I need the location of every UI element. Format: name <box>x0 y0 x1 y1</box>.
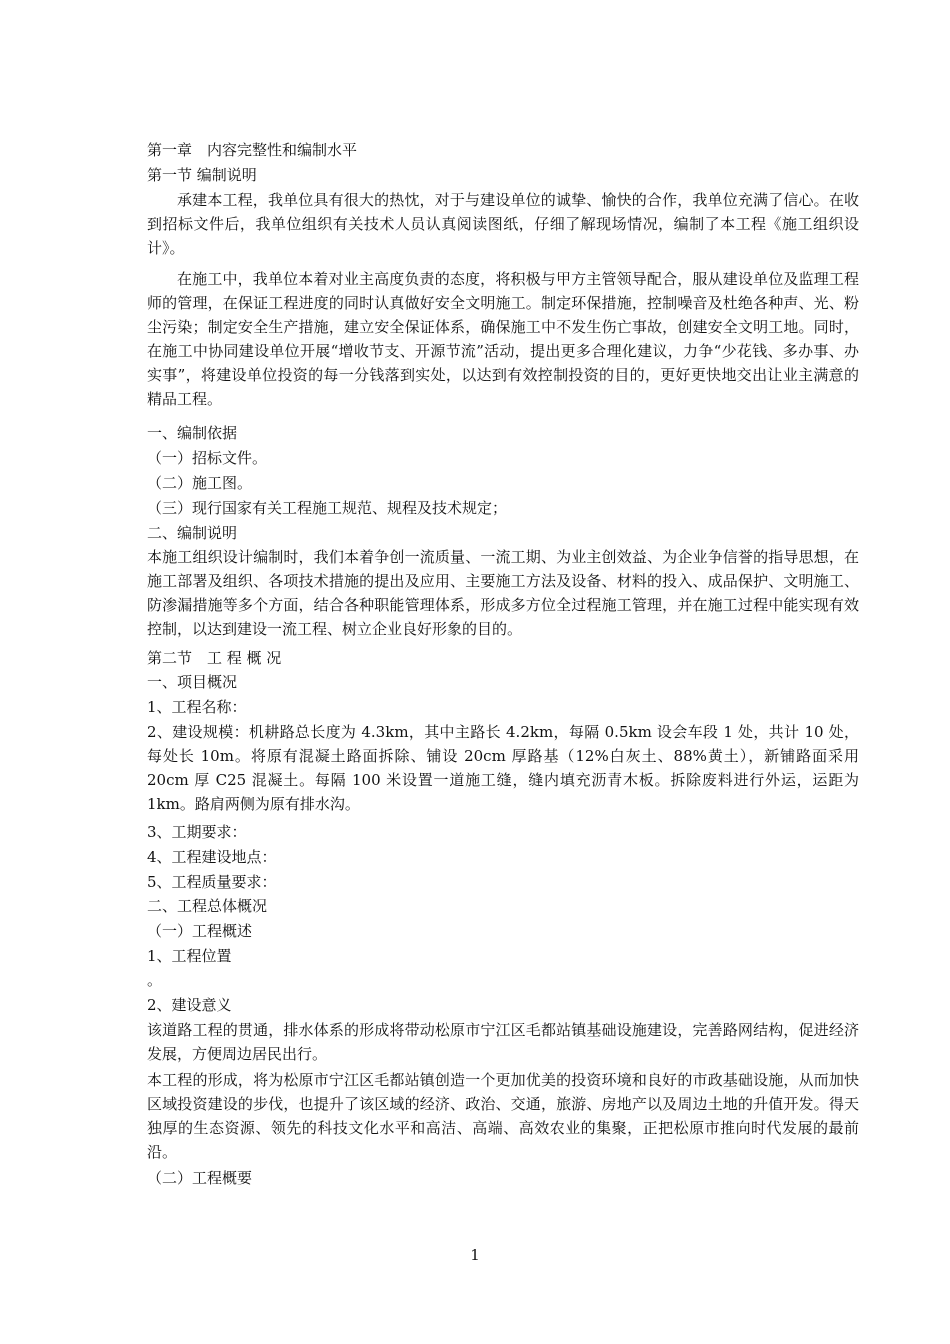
significance-heading: 2、建设意义 <box>147 996 232 1014</box>
project-name: 1、工程名称： <box>147 698 247 716</box>
page-number: 1 <box>470 1246 480 1264</box>
overall-heading: 二、工程总体概况 <box>147 897 268 915</box>
basis-item: （一）招标文件。 <box>147 449 268 467</box>
basis-heading: 一、编制依据 <box>147 424 238 442</box>
basis-item: （二）施工图。 <box>147 474 253 492</box>
chapter-title: 第一章 内容完整性和编制水平 <box>147 141 358 159</box>
paragraph-significance-2: 本工程的形成，将为松原市宁江区毛都站镇创造一个更加优美的投资环境和良好的市政基础设施，从而加快区域投资建设的步伐，也提升了该区域的经济、政治、交通，旅游、房地产以及周边土地的升值开发。得天独厚的生态资源、领先的科技文化水平和高洁、高端、高效农业的集聚，正把松原市推向时代发展的最前沿。 <box>147 1071 859 1161</box>
summary-heading: （二）工程概要 <box>147 1169 253 1187</box>
project-quality: 5、工程质量要求： <box>147 873 277 891</box>
paragraph-intro: 承建本工程，我单位具有很大的热忱，对于与建设单位的诚挚、愉快的合作，我单位充满了信心。在收到招标文件后，我单位组织有关技术人员认真阅读图纸，仔细了解现场情况，编制了本工程《施工组织设计》。 <box>147 191 859 257</box>
overview-heading: （一）工程概述 <box>147 922 253 940</box>
project-scale: 2、建设规模：机耕路总长度为 4.3km，其中主路长 4.2km，每隔 0.5km 设会车段 1 处，共计 10 处，每处长 10m。将原有混凝土路面拆除、铺设 20cm 厚路基（12%白灰土、88%黄土），新铺路面采用 20cm 厚 C25 混凝土。每隔 100 米设置一道施工缝，缝内填充沥青木板。拆除废料进行外运，运距为 1km。路肩两侧为原有排水沟。 <box>147 723 859 813</box>
location-text: 。 <box>147 971 163 989</box>
section-title: 第一节 编制说明 <box>147 166 257 184</box>
project-heading: 一、项目概况 <box>147 673 238 691</box>
basis-item: （三）现行国家有关工程施工规范、规程及技术规定； <box>147 499 508 517</box>
project-site: 4、工程建设地点： <box>147 848 277 866</box>
location-heading: 1、工程位置 <box>147 947 232 965</box>
paragraph-commitment: 在施工中，我单位本着对业主高度负责的态度，将积极与甲方主管领导配合，服从建设单位及监理工程师的管理，在保证工程进度的同时认真做好安全文明施工。制定环保措施，控制噪音及杜绝各种声、光、粉尘污染；制定安全生产措施，建立安全保证体系，确保施工中不发生伤亡事故，创建安全文明工地。同时，在施工中协同建设单位开展“增收节支、开源节流”活动，提出更多合理化建议，力争“少花钱、多办事、办实事”，将建设单位投资的每一分钱落到实处，以达到有效控制投资的目的，更好更快地交出让业主满意的精品工程。 <box>147 270 859 408</box>
project-period: 3、工期要求： <box>147 823 247 841</box>
paragraph-significance-1: 该道路工程的贯通，排水体系的形成将带动松原市宁江区毛都站镇基础设施建设，完善路网结构，促进经济发展，方便周边居民出行。 <box>147 1021 859 1063</box>
description-heading: 二、编制说明 <box>147 524 238 542</box>
section-title: 第二节 工 程 概 况 <box>147 649 282 667</box>
paragraph-description: 本施工组织设计编制时，我们本着争创一流质量、一流工期、为业主创效益、为企业争信誉的指导思想，在施工部署及组织、各项技术措施的提出及应用、主要施工方法及设备、材料的投入、成品保护、文明施工、防渗漏措施等多个方面，结合各种职能管理体系，形成多方位全过程施工管理，并在施工过程中能实现有效控制，以达到建设一流工程、树立企业良好形象的目的。 <box>147 548 859 638</box>
